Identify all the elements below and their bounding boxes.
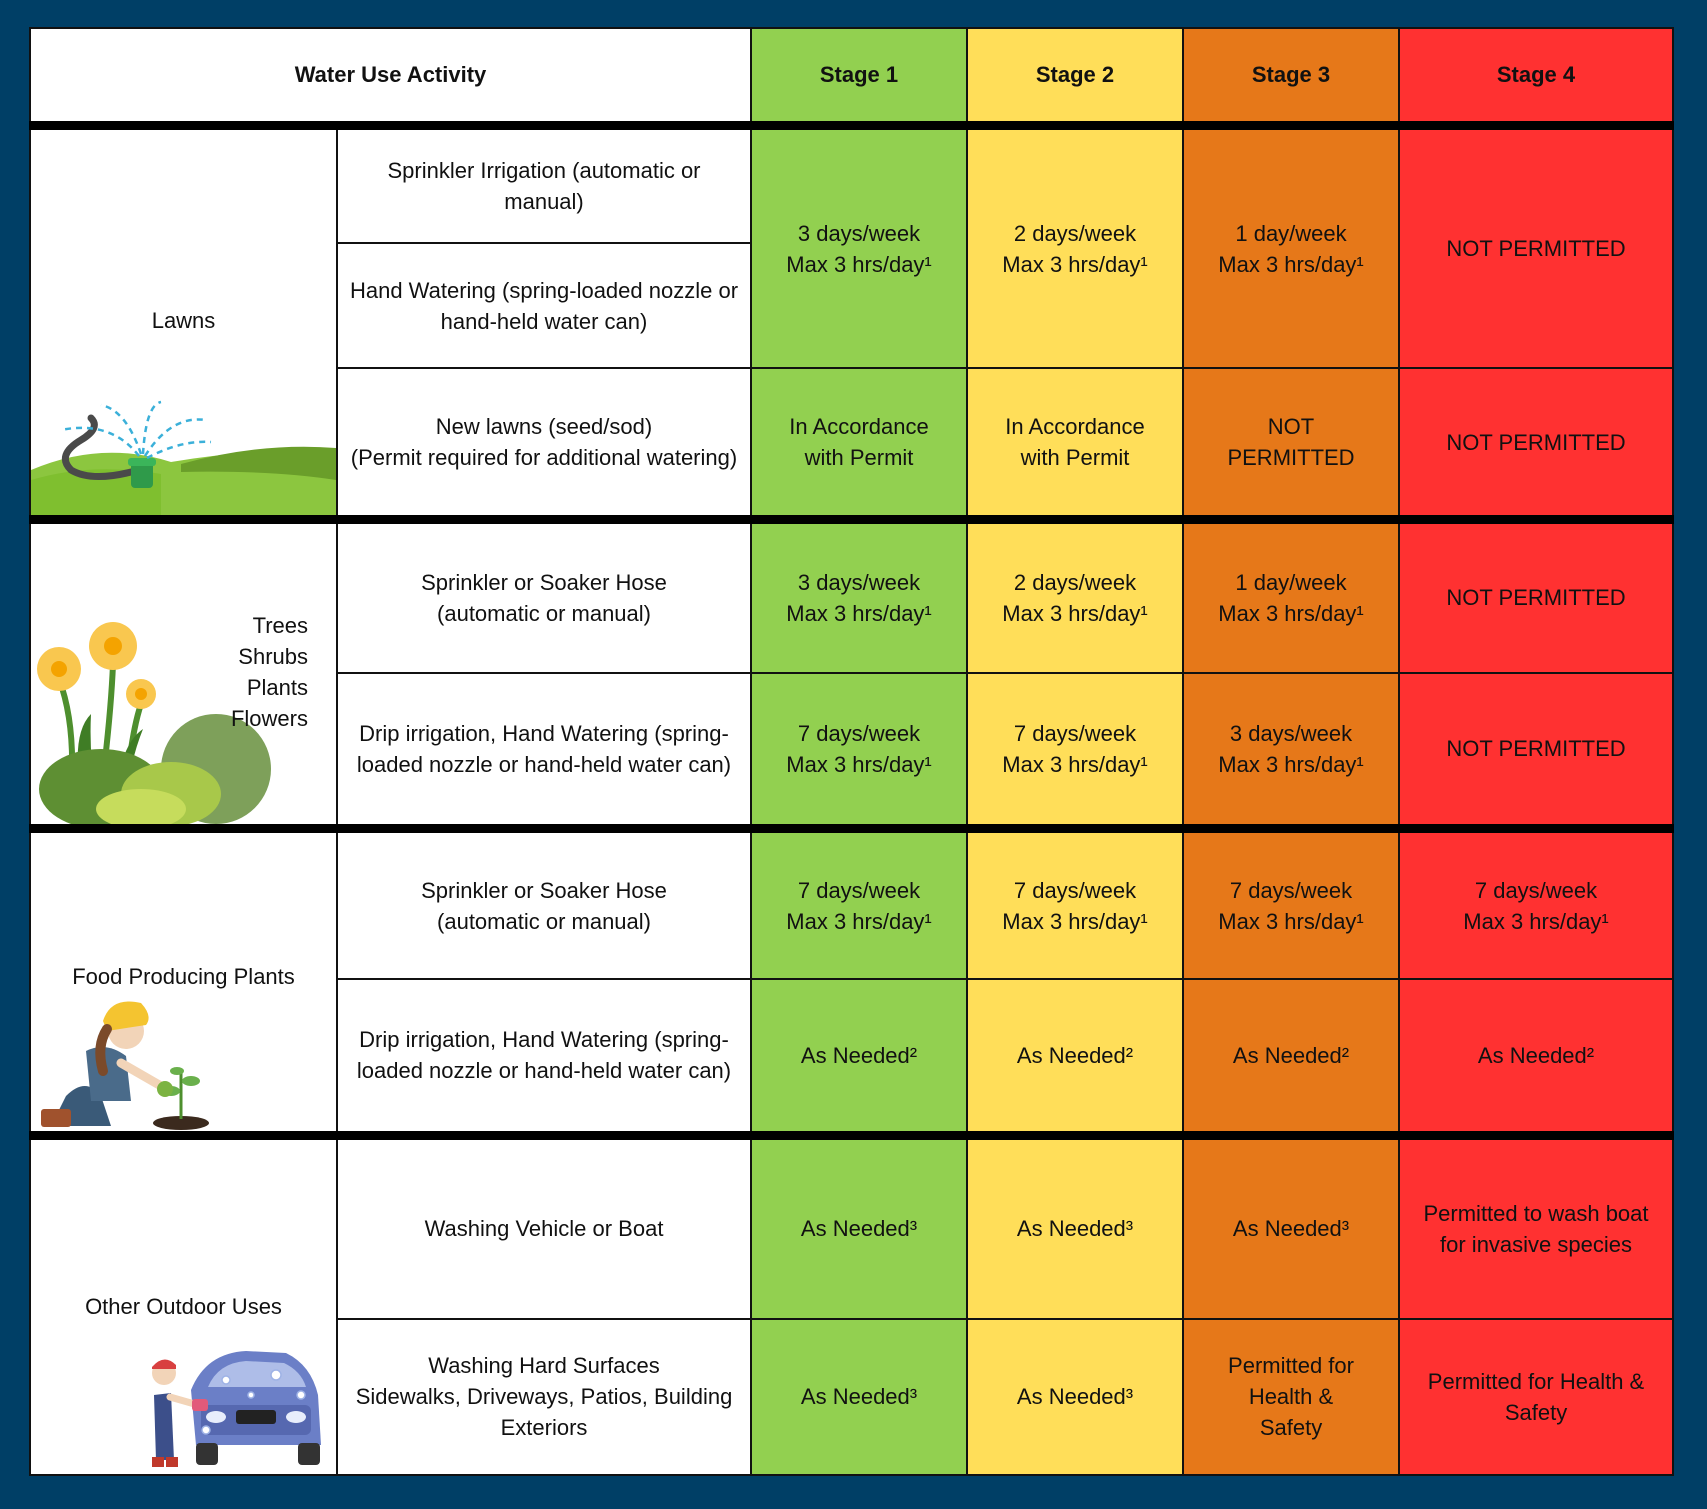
category-food-plants — [30, 829, 337, 1135]
category-lawns — [30, 125, 337, 519]
activity-sprinkler-soaker: Sprinkler or Soaker Hose (automatic or manual) — [337, 520, 751, 673]
trees-sprinkler-stage-2: 2 days/week Max 3 hrs/day¹ — [967, 520, 1183, 673]
activity-washing-vehicle: Washing Vehicle or Boat — [337, 1135, 751, 1319]
surfaces-stage-4: Permitted for Health & Safety — [1399, 1319, 1673, 1475]
trees-drip-stage-4: NOT PERMITTED — [1399, 673, 1673, 829]
trees-sprinkler-stage-1: 3 days/week Max 3 hrs/day¹ — [751, 520, 967, 673]
header-activity: Water Use Activity — [30, 28, 751, 125]
header-stage-4: Stage 4 — [1399, 28, 1673, 125]
surfaces-stage-3: Permitted for Health & Safety — [1183, 1319, 1399, 1475]
trees-drip-stage-2: 7 days/week Max 3 hrs/day¹ — [967, 673, 1183, 829]
vehicle-stage-2: As Needed³ — [967, 1135, 1183, 1319]
lawns-stage-3: 1 day/week Max 3 hrs/day¹ — [1183, 125, 1399, 368]
table-row — [30, 829, 1673, 979]
lawns-stage-2: 2 days/week Max 3 hrs/day¹ — [967, 125, 1183, 368]
surfaces-stage-1: As Needed³ — [751, 1319, 967, 1475]
new-lawns-stage-3: NOT PERMITTED — [1183, 368, 1399, 519]
food-drip-stage-2: As Needed² — [967, 979, 1183, 1135]
new-lawns-stage-2: In Accordance with Permit — [967, 368, 1183, 519]
activity-drip-hand-watering: Drip irrigation, Hand Watering (spring-loaded nozzle or hand-held water can) — [337, 979, 751, 1135]
trees-drip-stage-3: 3 days/week Max 3 hrs/day¹ — [1183, 673, 1399, 829]
category-label: Lawns — [151, 307, 216, 333]
new-lawns-stage-1: In Accordance with Permit — [751, 368, 967, 519]
car-washing-icon — [146, 1335, 326, 1470]
lawns-stage-1: 3 days/week Max 3 hrs/day¹ — [751, 125, 967, 368]
category-label: Other Outdoor Uses — [85, 1294, 282, 1320]
activity-sprinkler-irrigation: Sprinkler Irrigation (automatic or manual) — [337, 125, 751, 242]
trees-sprinkler-stage-4: NOT PERMITTED — [1399, 520, 1673, 673]
surfaces-stage-2: As Needed³ — [967, 1319, 1183, 1475]
category-label: Food Producing Plants — [72, 964, 295, 990]
activity-drip-hand-watering: Drip irrigation, Hand Watering (spring-loaded nozzle or hand-held water can) — [337, 673, 751, 829]
food-drip-stage-3: As Needed² — [1183, 979, 1399, 1135]
gardener-planting-icon — [41, 991, 231, 1131]
table-row — [30, 520, 1673, 673]
food-sprinkler-stage-2: 7 days/week Max 3 hrs/day¹ — [967, 829, 1183, 979]
new-lawns-stage-4: NOT PERMITTED — [1399, 368, 1673, 519]
vehicle-stage-3: As Needed³ — [1183, 1135, 1399, 1319]
food-sprinkler-stage-4: 7 days/week Max 3 hrs/day¹ — [1399, 829, 1673, 979]
food-sprinkler-stage-3: 7 days/week Max 3 hrs/day¹ — [1183, 829, 1399, 979]
activity-washing-hard-surfaces: Washing Hard Surfaces Sidewalks, Driveways, Patios, Building Exteriors — [337, 1319, 751, 1475]
activity-new-lawns: New lawns (seed/sod) (Permit required for additional watering) — [337, 368, 751, 519]
trees-sprinkler-stage-3: 1 day/week Max 3 hrs/day¹ — [1183, 520, 1399, 673]
table-row — [30, 1135, 1673, 1319]
category-label: Trees Shrubs Plants Flowers — [230, 613, 308, 731]
vehicle-stage-4: Permitted to wash boat for invasive species — [1399, 1135, 1673, 1319]
category-other-outdoor — [30, 1135, 337, 1475]
header-row — [30, 28, 1673, 125]
water-restriction-table — [29, 27, 1674, 1476]
trees-drip-stage-1: 7 days/week Max 3 hrs/day¹ — [751, 673, 967, 829]
activity-sprinkler-soaker: Sprinkler or Soaker Hose (automatic or manual) — [337, 829, 751, 979]
header-stage-3: Stage 3 — [1183, 28, 1399, 125]
vehicle-stage-1: As Needed³ — [751, 1135, 967, 1319]
food-drip-stage-4: As Needed² — [1399, 979, 1673, 1135]
lawn-sprinkler-icon — [31, 400, 336, 515]
food-drip-stage-1: As Needed² — [751, 979, 967, 1135]
header-stage-2: Stage 2 — [967, 28, 1183, 125]
food-sprinkler-stage-1: 7 days/week Max 3 hrs/day¹ — [751, 829, 967, 979]
lawns-stage-4: NOT PERMITTED — [1399, 125, 1673, 368]
header-stage-1: Stage 1 — [751, 28, 967, 125]
table-row — [30, 125, 1673, 242]
activity-hand-watering: Hand Watering (spring-loaded nozzle or hand-held water can) — [337, 243, 751, 369]
category-trees-shrubs — [30, 520, 337, 829]
